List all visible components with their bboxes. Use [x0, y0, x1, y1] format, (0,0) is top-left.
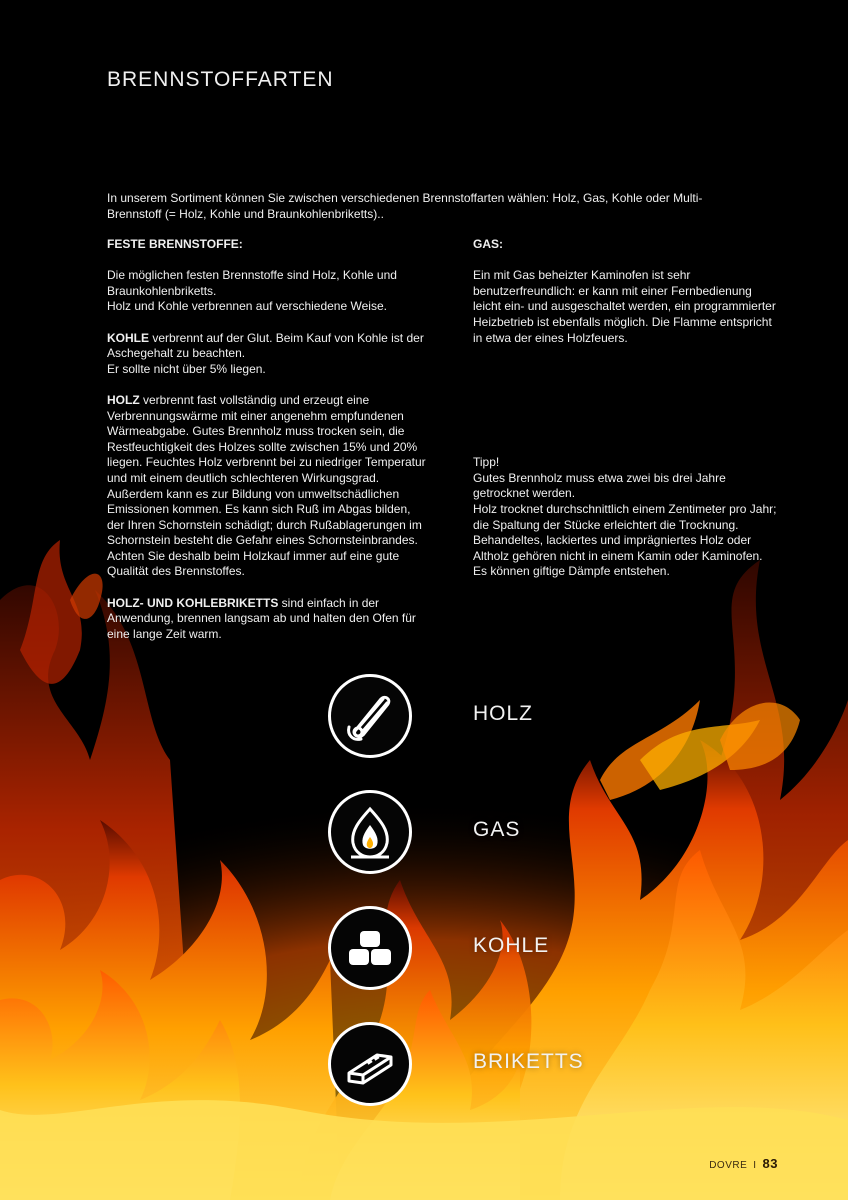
holz-lead: HOLZ: [107, 392, 140, 407]
kohle-text: verbrennt auf der Glut. Beim Kauf von Kohle ist der Aschegehalt zu beachten.: [107, 330, 424, 361]
tipp-heading: Tipp!: [473, 455, 500, 470]
tipp-text-2: Holz trocknet durchschnittlich einem Zentimeter pro Jahr; die Spaltung der Stücke erleichtert die Trocknung.: [473, 501, 777, 532]
right-column: [473, 237, 783, 580]
fuel-label-gas: GAS: [473, 818, 521, 841]
feste-brennstoffe-text-2: Holz und Kohle verbrennen auf verschiedene Weise.: [107, 299, 387, 314]
page-number: 83: [762, 1156, 778, 1171]
kohle-lead: KOHLE: [107, 330, 149, 345]
briketts-paragraph: [107, 596, 427, 643]
wood-log-icon: [328, 674, 412, 758]
footer-separator: I: [753, 1160, 757, 1171]
page-title: BRENNSTOFFARTEN: [107, 68, 334, 91]
page-footer: [709, 1156, 778, 1171]
fuel-label-holz: HOLZ: [473, 702, 534, 725]
gas-flame-icon: [328, 790, 412, 874]
feste-brennstoffe-text: Die möglichen festen Brennstoffe sind Holz, Kohle und Braunkohlenbriketts.: [107, 268, 397, 298]
coal-pieces-icon: [328, 906, 412, 990]
intro-paragraph: In unserem Sortiment können Sie zwischen verschiedenen Brennstoffarten wählen: Holz, Gas, Kohle oder Multi-Brennstoff (= Holz, Kohle und Braunkohlenbriketts)..: [107, 191, 703, 221]
briquette-icon: [328, 1022, 412, 1106]
holz-paragraph: [107, 393, 427, 580]
kohle-text-2: Er sollte nicht über 5% liegen.: [107, 361, 266, 376]
fuel-label-kohle: KOHLE: [473, 934, 550, 957]
briketts-text: sind einfach in der Anwendung, brennen langsam ab und halten den Ofen für eine lange Zeit warm.: [107, 595, 416, 641]
holz-text: verbrennt fast vollständig und erzeugt eine Verbrennungswärme mit einer angenehm empfundenen Wärmeabgabe. Gutes Brennholz muss trocken sein, die Restfeuchtigkeit des Holzes sollte zwischen 15% und 20% liegen. Feuchtes Holz verbrennt bei zu niedriger Temperatur und mit einem deutlich schlechteren Wirkungsgrad. Außerdem kann es zur Bildung von umweltschädlichen Emissionen kommen. Es kann sich Ruß im Abgas bilden, der Ihren Schornstein schädigt; durch Rußablagerungen im Schornstein besteht die Gefahr eines Schornsteinbrandes. Achten Sie deshalb beim Holzkauf immer auf eine gute Qualität des Brennstoffes.: [107, 392, 426, 579]
tipp-text-4: Es können giftige Dämpfe entstehen.: [473, 564, 670, 579]
feste-brennstoffe-heading: FESTE BRENNSTOFFE:: [107, 237, 243, 251]
briketts-lead: HOLZ- UND KOHLEBRIKETTS: [107, 595, 279, 610]
tipp-text-3: Behandeltes, lackiertes und imprägniertes Holz oder Altholz gehören nicht in einem Kamin oder Kaminofen.: [473, 533, 763, 563]
gas-heading: GAS:: [473, 237, 503, 251]
left-column: [107, 237, 427, 642]
tipp-text-1: Gutes Brennholz muss etwa zwei bis drei Jahre getrocknet werden.: [473, 470, 726, 501]
footer-brand: DOVRE: [709, 1160, 748, 1171]
gas-text: Ein mit Gas beheizter Kaminofen ist sehr benutzerfreundlich: er kann mit einer Fernbedienung leicht ein- und ausgeschaltet werden, ein programmierter Heizbetrieb ist ebenfalls möglich. Die Flamme entspricht in etwa der eines Holzfeuers.: [473, 268, 776, 345]
fuel-label-briketts: BRIKETTS: [473, 1050, 584, 1073]
kohle-paragraph: [107, 331, 427, 362]
